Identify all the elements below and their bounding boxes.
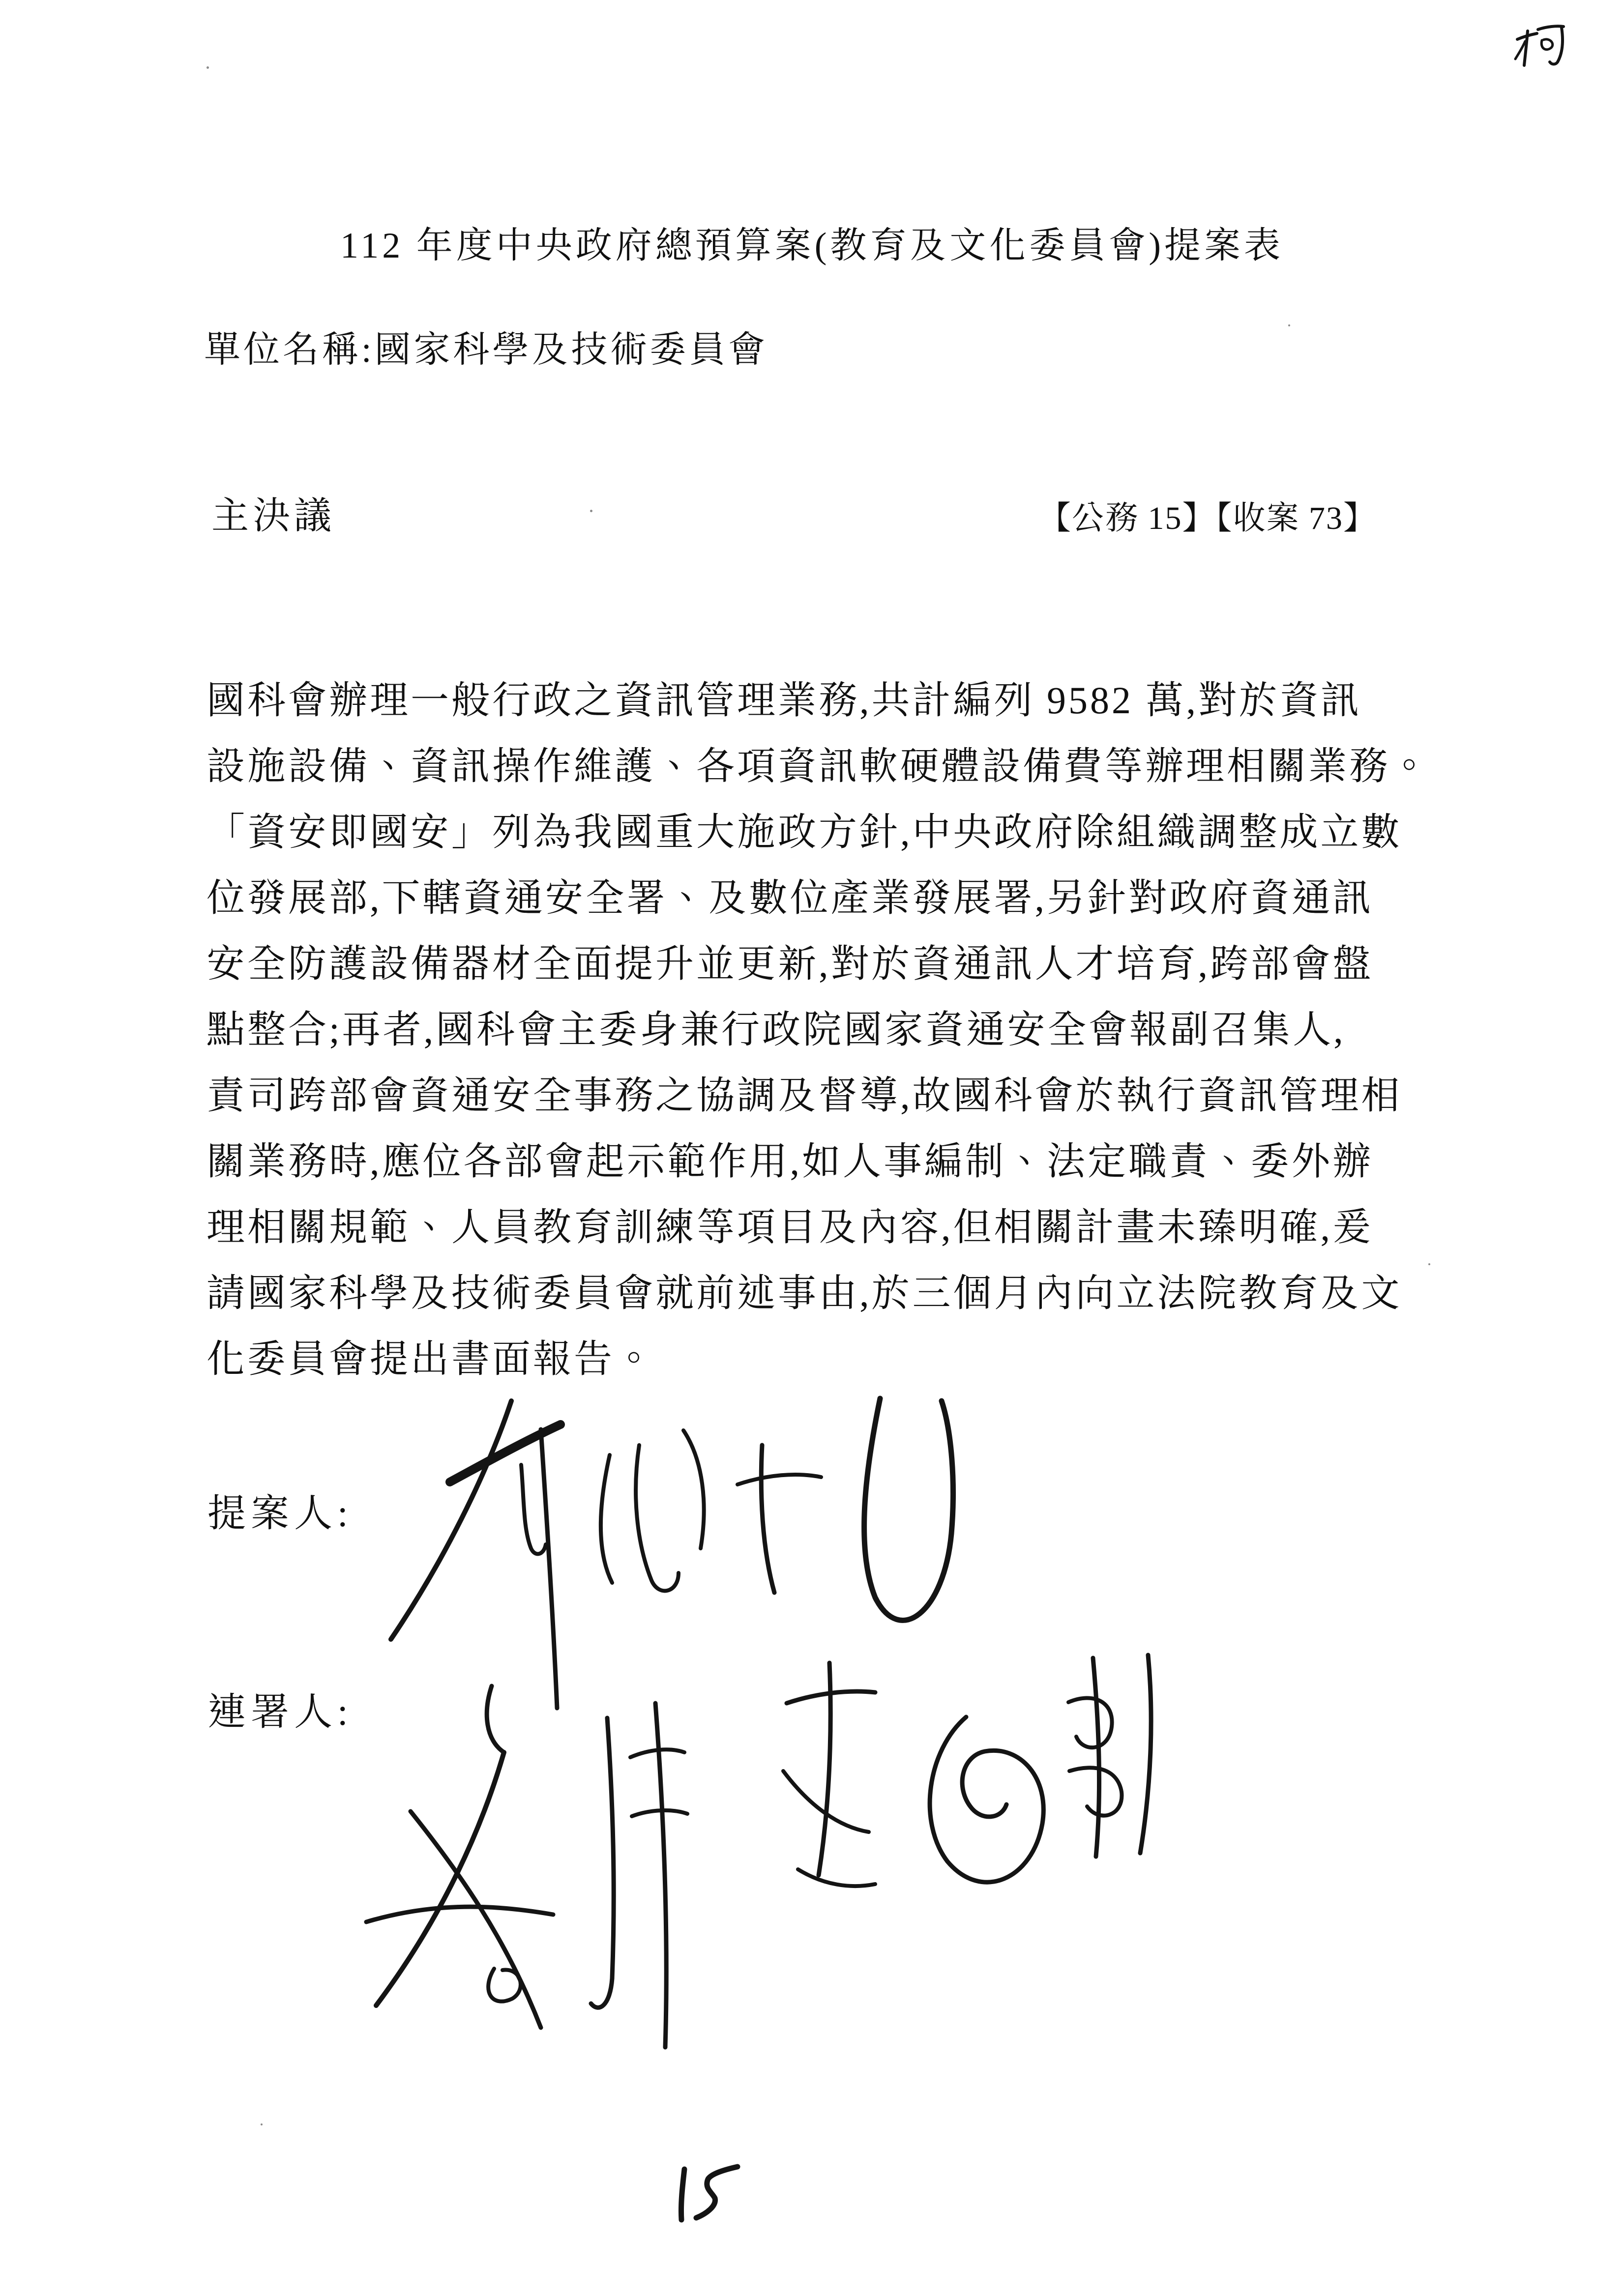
handwritten-page-number — [664, 2152, 747, 2236]
cosigner-label: 連署人: — [207, 1690, 353, 1733]
cosigner-signature-1-handwriting — [329, 1666, 772, 2060]
body-line: 點整合;再者,國科會主委身兼行政院國家資通安全會報副召集人, — [207, 1008, 1346, 1051]
body-line: 國科會辦理一般行政之資訊管理業務,共計編列 9582 萬,對於資訊 — [207, 679, 1362, 722]
cosigner-signature-2-handwriting — [755, 1644, 1187, 1959]
unit-name-line: 單位名稱:國家科學及技術委員會 — [204, 330, 768, 370]
body-line: 位發展部,下轄資通安全署、及數位產業發展署,另針對政府資通訊 — [207, 876, 1374, 919]
scan-speckle — [590, 510, 592, 512]
document-title: 112 年度中央政府總預算案(教育及文化委員會)提案表 — [340, 226, 1284, 266]
body-line: 關業務時,應位各部會起示範作用,如人事編制、法定職責、委外辦 — [207, 1140, 1374, 1183]
body-line: 化委員會提出書面報告。 — [207, 1337, 656, 1380]
body-line: 理相關規範、人員教育訓練等項目及內容,但相關計畫未臻明確,爰 — [207, 1206, 1374, 1249]
scan-speckle — [207, 66, 209, 69]
case-number-tags: 【公務 15】【收案 73】 — [1038, 500, 1377, 536]
body-line: 「資安即國安」列為我國重大施政方針,中央政府除組織調整成立數 — [207, 811, 1402, 853]
resolution-body-text — [207, 668, 1465, 1392]
scan-speckle — [1288, 324, 1290, 326]
body-line: 設施設備、資訊操作維護、各項資訊軟硬體設備費等辦理相關業務。 — [207, 745, 1431, 787]
body-line: 責司跨部會資通安全事務之協調及督導,故國科會於執行資訊管理相 — [207, 1074, 1402, 1117]
corner-handwritten-mark-icon — [1510, 14, 1569, 73]
body-line: 請國家科學及技術委員會就前述事由,於三個月內向立法院教育及文 — [207, 1272, 1402, 1314]
proposer-label: 提案人: — [207, 1492, 353, 1535]
body-line: 安全防護設備器材全面提升並更新,對於資通訊人才培育,跨部會盤 — [207, 942, 1374, 985]
resolution-heading: 主決議 — [211, 495, 335, 537]
scan-speckle — [1428, 1263, 1430, 1265]
scan-speckle — [261, 2123, 263, 2125]
